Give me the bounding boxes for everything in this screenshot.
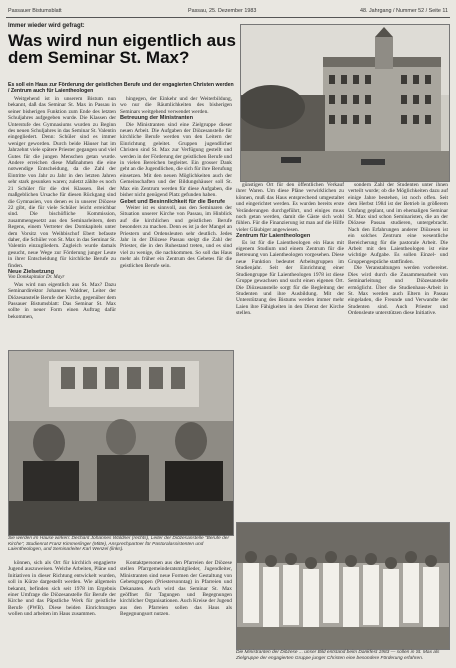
- article-column-2: [120, 96, 232, 348]
- article-column-3: [236, 182, 344, 520]
- column-1-lower-paragraph: können, sich als Ort für kirchlich engagierte Jugend auszuweisen. Welche Arbeiten, Pläne und Initiativen in dieser Richtung entwickelt wurden, soll in Kürze dargestellt werden. Wie allgemein bekannt, befinden sich seit 1978 im Ergebnis einer Umfrage die Diözesanstelle für Berufe der Kirche und das Päpstliche Werk für geistliche Berufe (PWB). Diese beiden Einrichtungen wollen und arbeiten im Haus zusammen.: [8, 560, 116, 618]
- column-2-paragraph: hingegen, der Einkehr und der Weiterbildung, wo nur die Räumlichkeiten des bisherigen Seminars weitgehend verwendet werden.: [120, 96, 232, 115]
- column-3-paragraph: günstigen Ort für den öffentlichen Verkauf ihrer Waren. Um diese Pläne verwirklichen zu können, muß das Haus entsprechend umgestaltet und eingerichtet werden. Es wurden bereits erste Veränderungen durchgeführt, und einiges muss noch getan werden, damit die Gäste sich wohl fühlen. Für die Finanzierung ist man auf die Hilfe vieler Gläubiger angewiesen.: [236, 182, 344, 233]
- section-heading-gebet: Gebet und Besinnlichkeit für die Berufe: [120, 198, 226, 205]
- seminar-building-photo: [240, 24, 450, 182]
- article-column-2-lower: [120, 560, 232, 662]
- column-4-paragraph: sondern Zahl der Studenten unter ihnen verteilt wurde; ob die Möglichkeiten dazu auf einige Jahre bestehen, ist noch offen. Seit dem Herbst 1984 ist der Betrieb in größerem Umfang geplant, und im ehemaligen Seminar St. Max sind schon Seminaristen, die an der Diözese Passau studieren, untergebracht. Nach den Erfahrungen anderer Diözesen ist ein solches Zentrum eine wesentliche Bereicherung für die pastorale Arbeit. Die Arbeit mit den Laientheologen ist eine wichtige Aufgabe. Es sollen Einzel- und Gruppengespräche stattfinden.: [348, 182, 448, 265]
- column-4-paragraph-2: Die Veranstaltungen werden vorbereitet. Dies wird durch die Zusammenarbeit von Seminarleitung und Diözesanstelle ermöglicht. Über die Studienhaus-Arbeit in St. Max werden auch Eltern in Passau eingeladen, die Freunde und Verwandte der Studenten sind. Auch Priester und Ordensleute unterstützen diese Initiative.: [348, 265, 448, 317]
- article-headline: Was wird nun eigentlich aus dem Seminar St. Max?: [8, 31, 236, 67]
- article-kicker: Immer wieder wird gefragt:: [8, 23, 85, 29]
- column-2-paragraph-2: Weiter ist es sinnvoll, aus den Seminaren der Situation unserer Kirche von Passau, im Hinblick auf die kirchlichen und geistlichen Berufe besonders zu machen. Denn es ist ja der Mangel an Priestern und Ordensleuten sehr deutlich. Jedes Jahr in der Diözese Passau steigt die Zahl der Priester, die in den Ruhestand treten, und es sind viel zu wenige, die nachkommen. So soll das Haus mehr als früher ein Zentrum des Gebetes für die geistlichen Berufe sein.: [120, 204, 232, 269]
- article-column-1-lower: [8, 560, 116, 662]
- article-column-4: [348, 182, 448, 520]
- photo-caption-ministranten: Die Ministranten der Diözese ... unser Bild entstand beim Dankfest 1983 — sollen in St. Max als Zielgruppe der engagierten Gruppe junger Christen eine besondere Förderung erfahren.: [236, 650, 440, 661]
- column-3-paragraph-2: Es ist für die Laientheologen ein Haus mit eigenem Studium und einem Zentrum für die Betreuung von Laientheologen vorgesehen. Diese neue Funktion bedeutet Arbeitsgruppen im Studienjahr. Seit der Einrichtung einer Studiengruppe für Laientheologen 1978 ist diese Gruppe gewachsen und sucht einen eigenen Ort. Die Diözesanstelle sorgt für die Begleitung der Studenten und ihre Ausbildung. Mit der Unterstützung des Bistums werden immer mehr Laien ihre Fähigkeiten in den Dienst der Kirche stellen.: [236, 239, 344, 317]
- newspaper-name: Passauer Bistumsblatt: [8, 8, 62, 14]
- column-2-lower-paragraph: Kontaktpersonen aus den Pfarreien der Diözese stellen Pfarrgemeinderatsmitglieder, Jugendleiter, Ministranten sind neue Formen der Gestaltung von Gebetsgruppen (Priestersonntag) in Pfarreien und Dekanaten. Auch wird das Seminar St. Max geöffnet für Tagungen und Begegnungen kirchlicher Organisationen. Auch Kreise der Jugend aus den Pfarreien sollen das Haus als Begegnungsort nutzen.: [120, 560, 232, 618]
- ministranten-photo: [236, 522, 450, 650]
- issue-info: 48. Jahrgang / Nummer 52 / Seite 11: [360, 8, 448, 14]
- article-subhead: Es soll ein Haus zur Förderung der geistlichen Berufe und der engagierten Christen werden / Zentrum auch für Laientheologen: [8, 82, 234, 94]
- section-heading-neue-zielsetzung: Neue Zielsetzung: [8, 268, 55, 275]
- section-heading-laientheologen: Zentrum für Laientheologen: [236, 233, 311, 240]
- header-rule: [6, 17, 450, 18]
- section-heading-ministranten: Betreuung der Ministranten: [120, 115, 194, 122]
- column-2-paragraph-1: Die Ministranten sind eine Zielgruppe dieser neuen Arbeit. Die Aufgaben der Diözesanstelle für kirchliche Berufe werden von den Leitern der Einrichtung geleitet. Gruppen jugendlicher Christen sind St. Max zur Verfügung gestellt und werden in der Förderung der geistlichen Berufe und in vielen Bereichen begleitet. Ein grosser Dank geht an die Jugendlichen, die sich für ihre Berufung einsetzen. Mit den neuen Möglichkeiten auch der Gemeinschaften und der Bildungshäuser soll St. Max ein Zentrum werden für diese Aufgaben, die bisher nicht genügend Platz gefunden haben.: [120, 121, 232, 199]
- column-1-paragraph: Weitgehend ist in unserem Bistum nun bekannt, daß das Seminar St. Max in Passau in seiner bisherigen Funktion zum Ende des letzten Schuljahres aufgegeben wurde. Die Klassen der Unterstufe des Gymnasiums wurden zu Beginn des neuen Schuljahres in das Seminar St. Valentin eingegliedert. Denn: Schüler sind es immer weniger geworden. Durch beide Häuser hat im Jahrzehnt viele spätere Priester gegangen und viel Gutes für die jungen Menschen getan wurde. Andere erreichen diese Maßnahmen die eine notwendige Entscheidung, da die Zahl der Eintritte von Jahr zu Jahr in den letzten Jahren sehr stark gesunken waren; zuletzt zählte es noch 21 Schüler für die drei Klassen. Bei der maßgeblichen Ursache für diesen Rückgang sind die Gymnasien, von denen es in unserer Diözese 22 gibt, die für viele Schüler leicht erreichbar sind. Die bischöfliche Kommission, zusammengesetzt aus den Seminarleitern, dem Regens, einem Vertreter des Domkapitels unter dem Vorsitz von Weihbischof Ebert befasste daher, die Schüler von St. Max in das Seminar St. Valentin einzugliedern. Zugleich wurde damals gesucht, neue Wege zur Förderung junger Leute in ihrer Entscheidung für kirchliche Berufe zu finden.: [8, 96, 116, 269]
- article-column-1: [8, 96, 116, 348]
- photo-caption-staff: Sie werden im Hause wirken: Dechant Johannes Waldner (rechts), Leiter der Diözesanstelle "Berufe der Kirche", Studienrat Franz Kimmerlinger (Mitte), Ansprechpartner für Pastoralassistenten und Laientheologen, und Seminarleiter Karl Wenzel (links).: [8, 536, 230, 553]
- section-byline: Von Domkapitular Dr. Mayr: [8, 275, 65, 281]
- column-1-paragraph-2: Was wird nun eigentlich aus St. Max? Dazu Seminardirektor Johannes Waldner, Leiter der Diözesanstelle Berufe der Kirche, gegenüber dem Passauer Bistumsblatt: Das Seminar St. Max sollte in neuer Form einen Auftrag dafür bekommen,: [8, 281, 116, 320]
- staff-photo: [8, 350, 234, 536]
- issue-date: Passau, 25. Dezember 1983: [188, 8, 257, 14]
